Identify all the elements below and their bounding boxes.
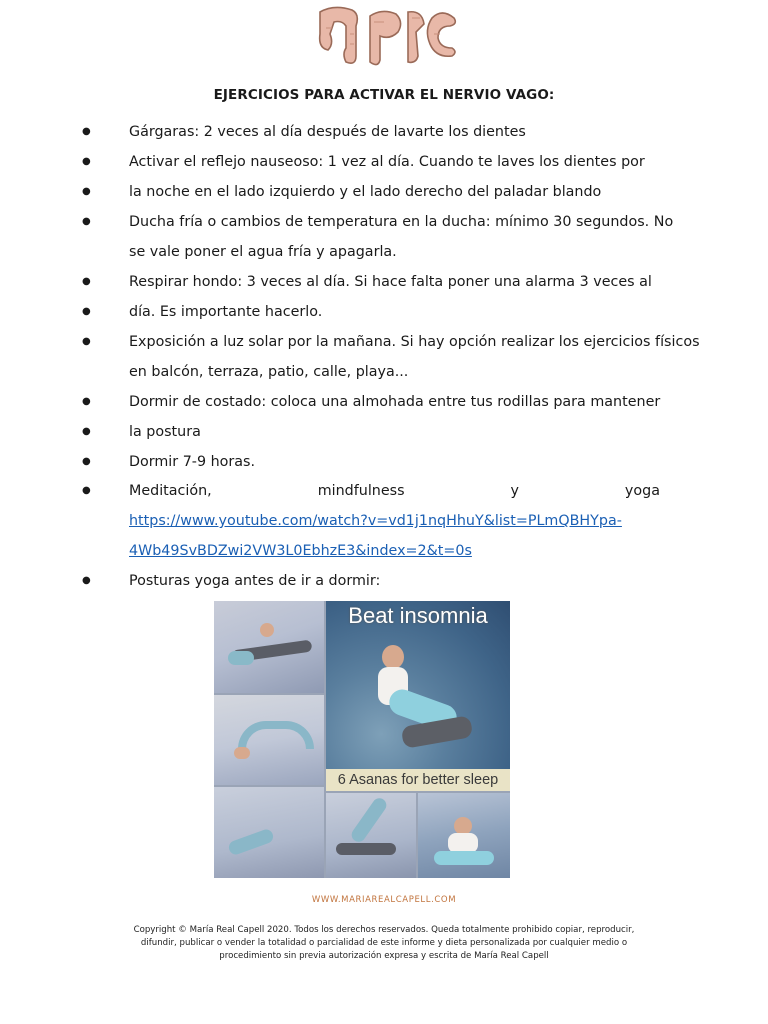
collage-title: Beat insomnia — [348, 603, 488, 628]
copyright-line: Copyright © María Real Capell 2020. Todos los derechos reservados. Queda totalmente prohibido copiar, reproducir, — [133, 925, 635, 935]
and-word: y — [510, 483, 519, 499]
bullet-dot: ● — [82, 396, 91, 407]
bullet-dot: ● — [82, 336, 91, 347]
yoga-collage-image — [214, 601, 510, 878]
list-item-meditation — [129, 482, 660, 500]
website-link[interactable]: WWW.MARIAREALCAPELL.COM — [311, 895, 457, 905]
youtube-link-line-1[interactable] — [129, 512, 660, 530]
youtube-link[interactable]: https://www.youtube.com/watch?v=vd1j1nqHhuY&list=PLmQBHYpa- — [129, 513, 622, 529]
list-item-continuation: en balcón, terraza, patio, calle, playa... — [129, 364, 409, 380]
list-item: la noche en el lado izquierdo y el lado derecho del paladar blando — [129, 184, 602, 200]
mindfulness-word: mindfulness — [317, 483, 405, 499]
page-title: EJERCICIOS PARA ACTIVAR EL NERVIO VAGO: — [213, 87, 555, 103]
bullet-dot: ● — [82, 426, 91, 437]
bullet-dot: ● — [82, 216, 91, 227]
yoga-photo-4 — [326, 793, 416, 878]
bullet-dot: ● — [82, 575, 91, 586]
bullet-dot: ● — [82, 456, 91, 467]
copyright-line: difundir, publicar o vender la totalidad o parcialidad de este informe y dieta personalizada por cualquier medio o — [140, 938, 628, 948]
list-item: Activar el reflejo nauseoso: 1 vez al día. Cuando te laves los dientes por — [129, 154, 645, 170]
copyright-notice — [104, 924, 664, 963]
yoga-photo-2 — [214, 695, 324, 785]
list-item: día. Es importante hacerlo. — [129, 304, 323, 320]
youtube-link-continuation[interactable]: 4Wb49SvBDZwi2VW3L0EbhzE3&index=2&t=0s — [129, 543, 472, 559]
list-item: Posturas yoga antes de ir a dormir: — [129, 573, 381, 589]
list-item: Exposición a luz solar por la mañana. Si hay opción realizar los ejercicios físicos — [129, 334, 700, 350]
bullet-dot: ● — [82, 186, 91, 197]
meditation-word: Meditación, — [129, 483, 212, 499]
bullet-dot: ● — [82, 485, 91, 496]
collage-subtitle: 6 Asanas for better sleep — [326, 769, 510, 791]
list-item: Respirar hondo: 3 veces al día. Si hace falta poner una alarma 3 veces al — [129, 274, 652, 290]
intestine-logo-icon — [312, 4, 462, 70]
list-item: Gárgaras: 2 veces al día después de lavarte los dientes — [129, 124, 526, 140]
bullet-dot: ● — [82, 276, 91, 287]
youtube-link-line-2[interactable] — [129, 542, 660, 560]
yoga-word: yoga — [624, 483, 660, 499]
bullet-dot: ● — [82, 126, 91, 137]
list-item: Dormir 7-9 horas. — [129, 454, 256, 470]
list-item-continuation: se vale poner el agua fría y apagarla. — [129, 244, 397, 260]
bullet-dot: ● — [82, 156, 91, 167]
list-item: la postura — [129, 424, 201, 440]
copyright-line: procedimiento sin previa autorización expresa y escrita de María Real Capell — [219, 951, 549, 961]
yoga-photo-1 — [214, 601, 324, 693]
yoga-photo-3 — [214, 787, 324, 878]
list-item: Dormir de costado: coloca una almohada entre tus rodillas para mantener — [129, 394, 661, 410]
bullet-dot: ● — [82, 306, 91, 317]
list-item: Ducha fría o cambios de temperatura en la ducha: mínimo 30 segundos. No — [129, 214, 674, 230]
yoga-photo-5 — [418, 793, 510, 878]
